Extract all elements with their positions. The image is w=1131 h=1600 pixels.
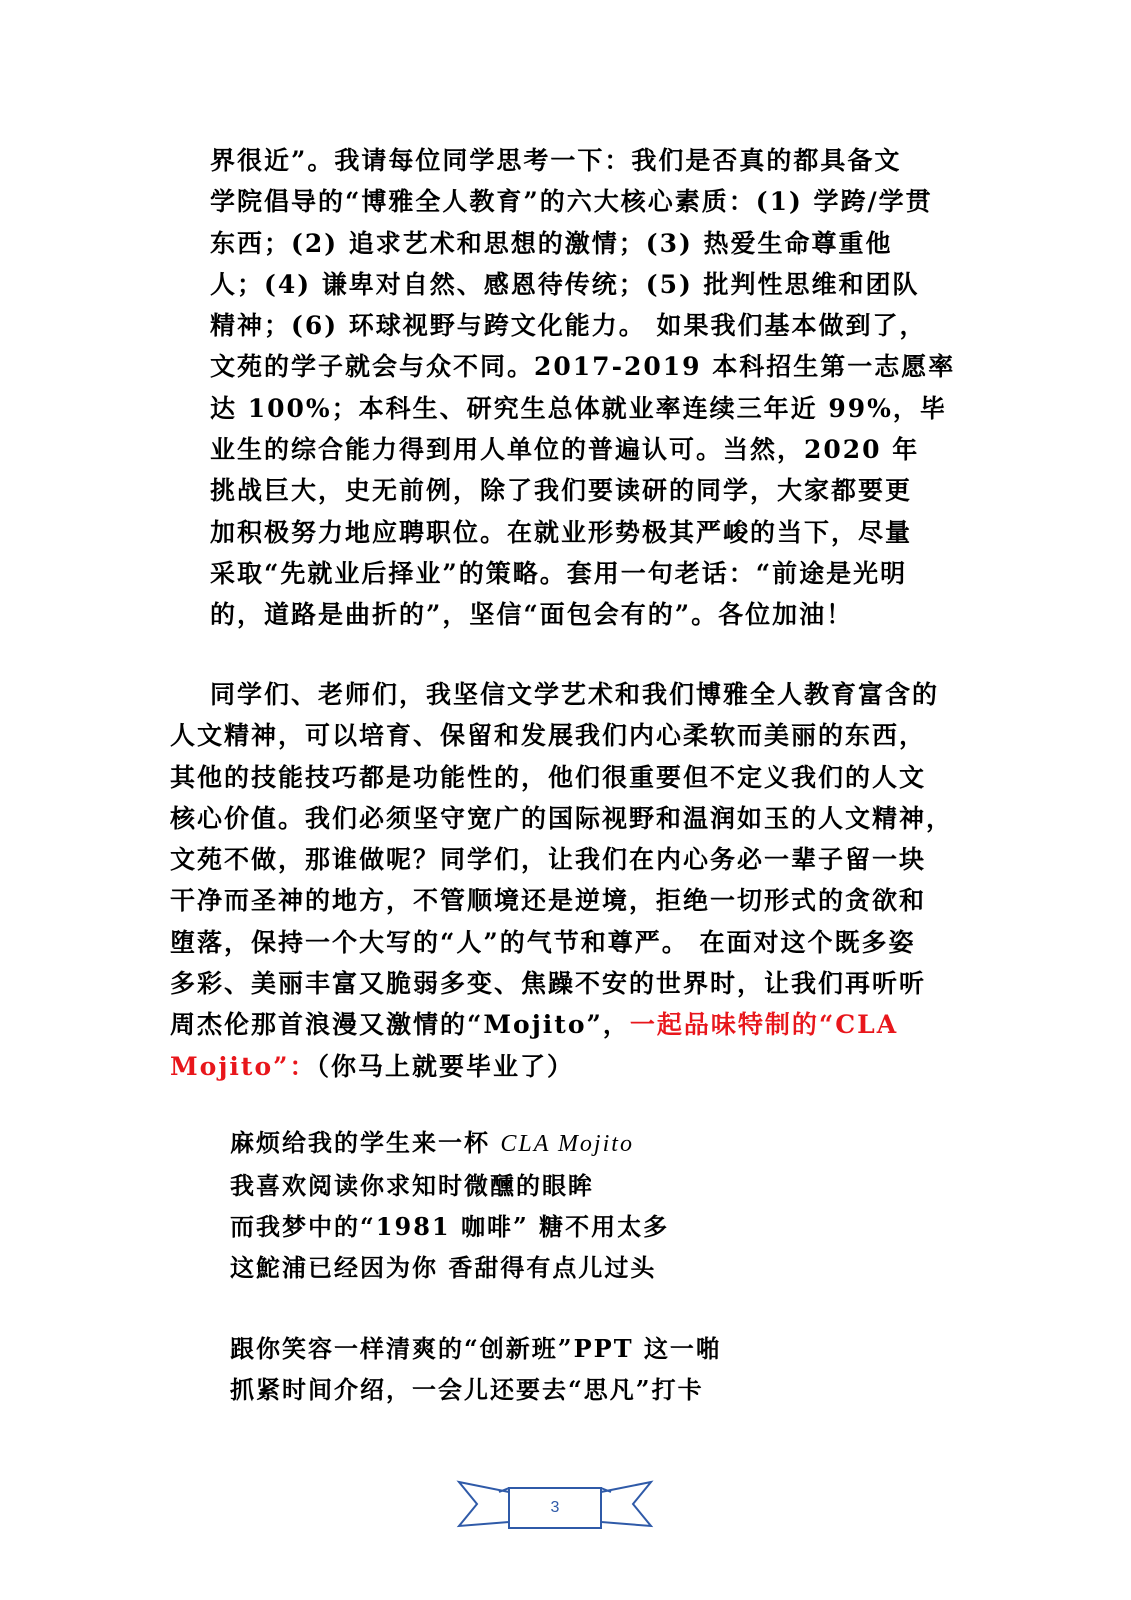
paragraph-line: 达 100%；本科生、研究生总体就业率连续三年近 99%，毕 bbox=[210, 393, 947, 423]
poem-line: 我喜欢阅读你求知时微醺的眼眸 bbox=[230, 1171, 594, 1200]
paragraph-1 bbox=[210, 140, 956, 636]
paragraph-line: 人文精神，可以培育、保留和发展我们内心柔软而美丽的东西， bbox=[170, 721, 927, 751]
paragraph-line: 同学们、老师们，我坚信文学艺术和我们博雅全人教育富含的 bbox=[210, 680, 940, 709]
paragraph-line: 业生的综合能力得到用人单位的普遍认可。当然，2020 年 bbox=[210, 435, 920, 465]
graduation-note: （你马上就要毕业了） bbox=[316, 1051, 575, 1081]
paragraph-line-mixed bbox=[170, 1046, 960, 1087]
paragraph-line: 精神；(6) 环球视野与跨文化能力。 如果我们基本做到了， bbox=[210, 311, 927, 341]
highlighted-text: 一起品味特制的“CLA bbox=[629, 1010, 899, 1040]
poem-line: 抓紧时间介绍，一会儿还要去“思凡”打卡 bbox=[230, 1375, 704, 1404]
paragraph-line: 核心价值。我们必须坚守宽广的国际视野和温润如玉的人文精神， bbox=[170, 803, 954, 833]
paragraph-line-mixed bbox=[170, 1004, 960, 1045]
paragraph-line: 挑战巨大，史无前例，除了我们要读研的同学，大家都要更 bbox=[210, 476, 913, 506]
paragraph-line: 东西；(2) 追求艺术和思想的激情；(3) 热爱生命尊重他 bbox=[210, 228, 893, 258]
poem-line-italic: CLA Mojito bbox=[500, 1131, 634, 1157]
paragraph-line: 其他的技能技巧都是功能性的，他们很重要但不定义我们的人文 bbox=[170, 762, 927, 792]
paragraph-line: 堕落，保持一个大写的“人”的气节和尊严。 在面对这个既多姿 bbox=[170, 927, 916, 957]
poem-stanza-2 bbox=[230, 1328, 722, 1410]
paragraph-line: 多彩、美丽丰富又脆弱多变、焦躁不安的世界时，让我们再听听 bbox=[170, 969, 927, 999]
page-number: 3 bbox=[550, 1499, 560, 1516]
paragraph-line: 人；(4) 谦卑对自然、感恩待传统；(5) 批判性思维和团队 bbox=[210, 269, 920, 299]
paragraph-line: 采取“先就业后择业”的策略。套用一句老话：“前途是光明 bbox=[210, 558, 908, 588]
poem-line bbox=[230, 1122, 669, 1165]
paragraph-line: 界很近”。我请每位同学思考一下：我们是否真的都具备文 bbox=[210, 146, 902, 175]
poem-line: 这鮀浦已经因为你 香甜得有点儿过头 bbox=[230, 1253, 657, 1282]
paragraph-line: 加积极努力地应聘职位。在就业形势极其严峻的当下，尽量 bbox=[210, 517, 913, 547]
poem-line-prefix: 麻烦给我的学生来一杯 bbox=[230, 1128, 501, 1157]
mojito-reference-text: 周杰伦那首浪漫又激情的“Mojito”， bbox=[170, 1010, 630, 1040]
paragraph-line: 文苑不做，那谁做呢？同学们，让我们在内心务必一辈子留一块 bbox=[170, 845, 927, 875]
paragraph-line: 文苑的学子就会与众不同。2017-2019 本科招生第一志愿率 bbox=[210, 352, 956, 382]
poem-line: 而我梦中的“1981 咖啡” 糖不用太多 bbox=[230, 1212, 670, 1241]
poem-line: 跟你笑容一样清爽的“创新班”PPT 这一啪 bbox=[230, 1334, 722, 1363]
paragraph-line: 的，道路是曲折的”，坚信“面包会有的”。各位加油！ bbox=[210, 600, 854, 630]
paragraph-line: 学院倡导的“博雅全人教育”的六大核心素质：(1) 学跨/学贯 bbox=[210, 187, 933, 217]
poem-stanza-1 bbox=[230, 1122, 669, 1288]
paragraph-2 bbox=[170, 674, 960, 1087]
paragraph-line: 干净而圣神的地方，不管顺境还是逆境，拒绝一切形式的贪欲和 bbox=[170, 886, 927, 916]
highlighted-text: Mojito”： bbox=[170, 1051, 317, 1081]
